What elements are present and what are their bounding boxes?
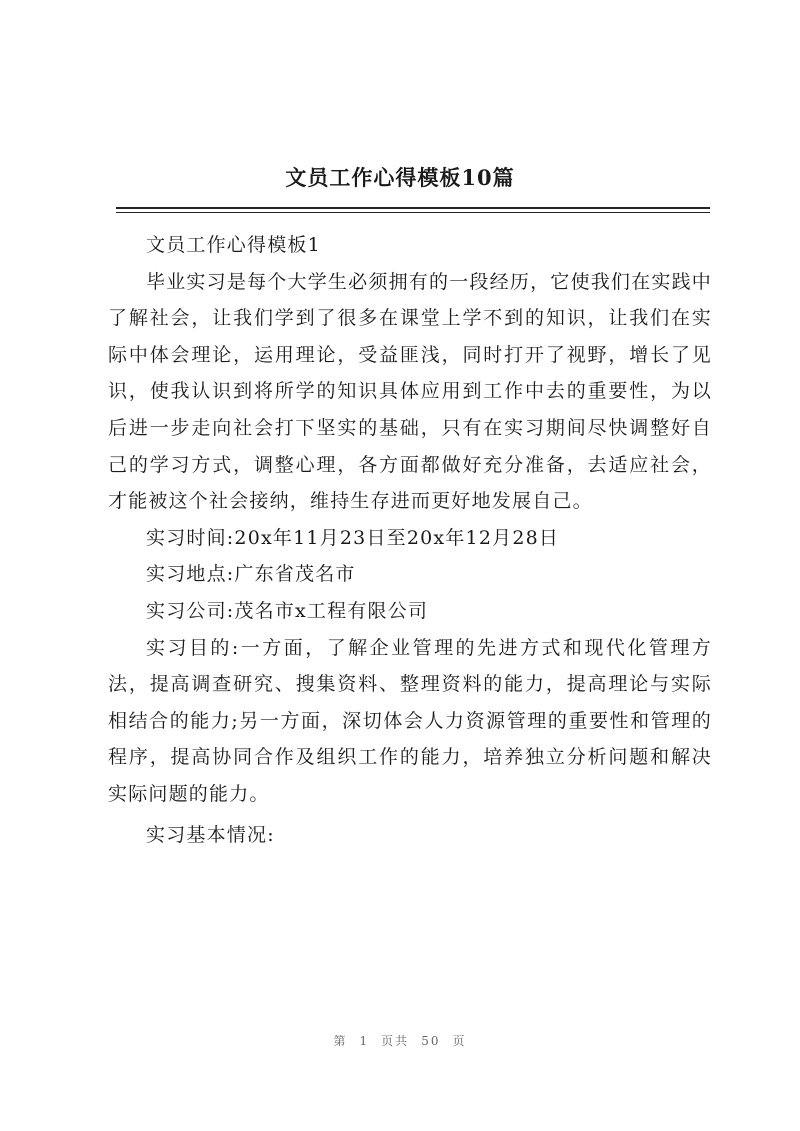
paragraph-internship-company: 实习公司:茂名市x工程有限公司	[146, 599, 429, 622]
title-underline	[116, 207, 710, 209]
document-body	[108, 227, 712, 853]
footer-prefix: 第	[333, 1034, 348, 1048]
footer-suffix: 页	[452, 1034, 467, 1048]
footer-mid: 页共	[381, 1034, 410, 1048]
paragraph-internship-purpose: 实习目的:一方面，了解企业管理的先进方式和现代化管理方法，提高调查研究、搜集资料、整理资料的能力，提高理论与实际相结合的能力;另一方面，深切体会人力资源管理的重要性和管理的程序，提高协同合作及组织工作的能力，培养独立分析问题和解决实际问题的能力。	[108, 636, 712, 805]
title-underline-thin	[116, 212, 710, 213]
page-footer	[0, 1032, 800, 1049]
paragraph-internship-location: 实习地点:广东省茂名市	[146, 563, 356, 586]
section-heading: 文员工作心得模板1	[146, 234, 321, 256]
paragraph-intro: 毕业实习是每个大学生必须拥有的一段经历，它使我们在实践中了解社会，让我们学到了很多在课堂上学不到的知识，让我们在实际中体会理论，运用理论，受益匪浅，同时打开了视野，增长了见识，使我认识到将所学的知识具体应用到工作中去的重要性，为以后进一步走向社会打下坚实的基础，只有在实习期间尽快调整好自己的学习方式，调整心理，各方面都做好充分准备，去适应社会，才能被这个社会接纳，维持生存进而更好地发展自己。	[108, 270, 712, 513]
footer-total-pages: 50	[421, 1034, 441, 1048]
footer-page-number: 1	[359, 1034, 370, 1048]
paragraph-internship-basics: 实习基本情况:	[146, 823, 275, 846]
paragraph-internship-time: 实习时间:20x年11月23日至20x年12月28日	[146, 526, 560, 549]
page-title: 文员工作心得模板10篇	[285, 165, 515, 190]
